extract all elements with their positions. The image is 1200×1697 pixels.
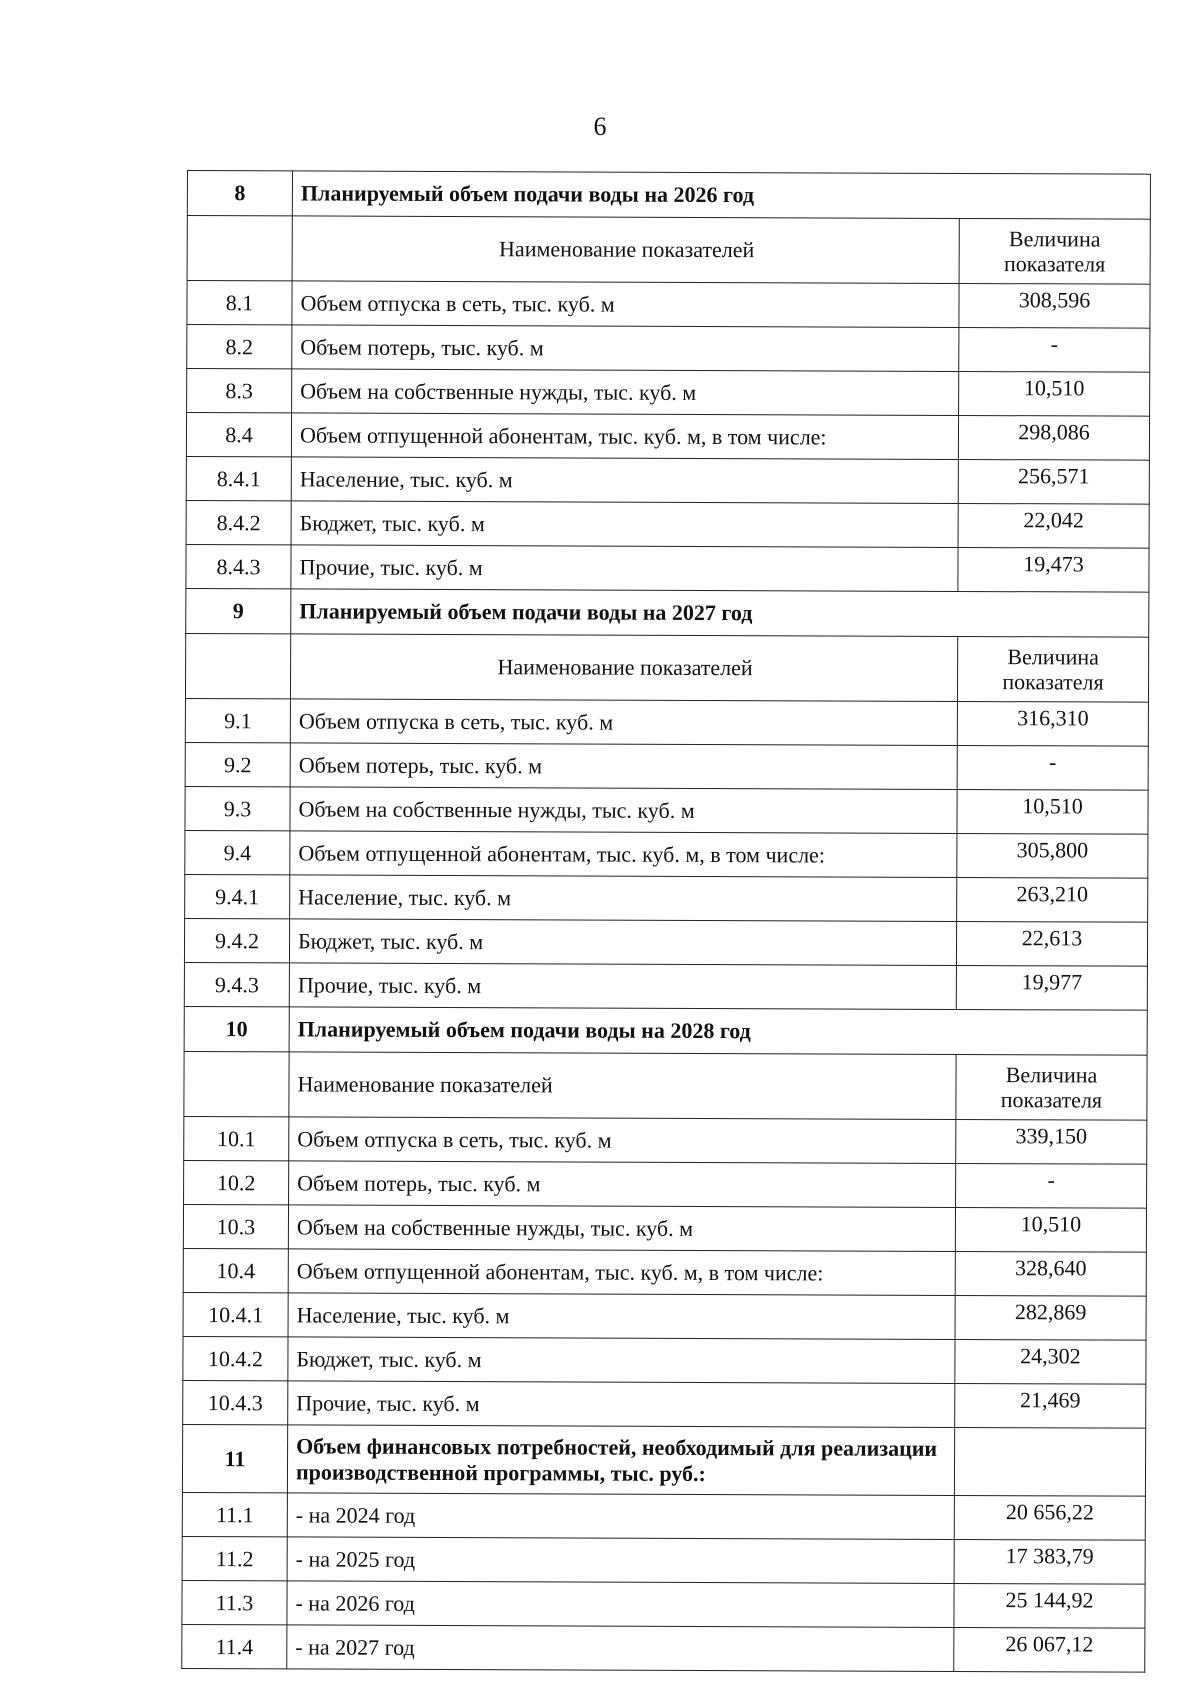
section-number: 9 (186, 588, 291, 633)
row-value: 308,596 (959, 283, 1150, 328)
row-name: - на 2026 год (287, 1581, 954, 1628)
table-row (186, 413, 1149, 461)
row-name: Объем отпуска в сеть, тыс. куб. м (292, 281, 959, 328)
row-value: - (957, 745, 1148, 790)
table-row (182, 1624, 1145, 1672)
row-value: 25 144,92 (954, 1583, 1145, 1628)
row-number: 9.4.2 (184, 918, 289, 962)
table-row (182, 1580, 1145, 1628)
row-value: 263,210 (957, 877, 1148, 922)
column-header-row (187, 216, 1150, 285)
row-number: 9.4.3 (184, 962, 289, 1006)
row-value: 10,510 (955, 1207, 1146, 1252)
row-name: Бюджет, тыс. куб. м (288, 1337, 955, 1384)
row-number: 8.4.1 (186, 456, 291, 500)
row-name: Объем на собственные нужды, тыс. куб. м (288, 1205, 955, 1252)
page-number: 6 (593, 112, 607, 141)
section-header-row (184, 1006, 1147, 1055)
row-number: 8.4.2 (186, 500, 291, 544)
table-row (182, 1536, 1145, 1584)
row-name: Объем отпущенной абонентам, тыс. куб. м, в том числе: (291, 413, 958, 460)
table-row (186, 456, 1149, 504)
row-number: 10.3 (183, 1204, 288, 1248)
row-number: 10.4.1 (183, 1292, 288, 1336)
row-name: Объем потерь, тыс. куб. м (292, 325, 959, 372)
section-title: Планируемый объем подачи воды на 2027 год (291, 589, 1149, 637)
table-row (184, 962, 1147, 1010)
row-value: 19,977 (956, 965, 1147, 1010)
table-row (183, 1292, 1146, 1340)
name-column-header: Наименование показателей (292, 216, 959, 284)
row-value: - (959, 327, 1150, 372)
row-value: 20 656,22 (954, 1495, 1145, 1540)
row-name: Объем отпуска в сеть, тыс. куб. м (290, 699, 957, 746)
row-value: 256,571 (958, 459, 1149, 504)
row-number: 9.2 (185, 742, 290, 786)
section-header-row (182, 1424, 1145, 1496)
row-name: Прочие, тыс. куб. м (288, 1381, 955, 1428)
section-number: 8 (187, 171, 292, 216)
row-value: - (956, 1163, 1147, 1208)
table-row (183, 1380, 1146, 1428)
row-number: 9.4 (185, 830, 290, 874)
section-title: Объем финансовых потребностей, необходимый для реализации производственной программы, тыс. руб.: (287, 1425, 954, 1496)
section-number: 11 (182, 1424, 287, 1492)
table-row (185, 742, 1148, 790)
row-value: 26 067,12 (954, 1627, 1145, 1672)
table-row (183, 1336, 1146, 1384)
row-value: 10,510 (959, 371, 1150, 416)
row-name: Население, тыс. куб. м (290, 875, 957, 922)
table-row (183, 1204, 1146, 1252)
row-name: - на 2025 год (287, 1537, 954, 1584)
table-row (185, 698, 1148, 746)
row-number: 11.3 (182, 1580, 287, 1624)
section-title: Планируемый объем подачи воды на 2026 год (292, 171, 1150, 219)
row-name: Население, тыс. куб. м (291, 457, 958, 504)
column-header-row (184, 1051, 1147, 1120)
table-row (186, 500, 1149, 548)
table-row (185, 874, 1148, 922)
row-name: - на 2024 год (287, 1493, 954, 1540)
row-name: Объем отпуска в сеть, тыс. куб. м (289, 1117, 956, 1164)
table-row (186, 544, 1149, 592)
indicators-table (181, 170, 1151, 1673)
row-value: 305,800 (957, 833, 1148, 878)
row-name: Объем на собственные нужды, тыс. куб. м (292, 369, 959, 416)
table-row (182, 1492, 1145, 1540)
row-number: 8.4 (186, 413, 291, 457)
row-number: 10.4.2 (183, 1336, 288, 1380)
section-header-row (187, 171, 1150, 220)
row-value: 282,869 (955, 1295, 1146, 1340)
row-number: 11.4 (182, 1624, 287, 1668)
section-title: Планируемый объем подачи воды на 2028 год (289, 1007, 1147, 1055)
row-name: Объем отпущенной абонентам, тыс. куб. м, в том числе: (290, 831, 957, 878)
row-number: 8.1 (187, 281, 292, 325)
value-column-header: Величина показателя (956, 1054, 1147, 1120)
row-name: Бюджет, тыс. куб. м (289, 919, 956, 966)
table-row (187, 281, 1150, 329)
column-header-row (185, 633, 1148, 702)
name-column-header: Наименование показателей (290, 634, 957, 702)
row-name: Население, тыс. куб. м (288, 1293, 955, 1340)
row-name: Бюджет, тыс. куб. м (291, 501, 958, 548)
value-column-header: Величина показателя (957, 636, 1148, 702)
row-name: Объем потерь, тыс. куб. м (290, 743, 957, 790)
row-value: 316,310 (957, 701, 1148, 746)
row-name: Прочие, тыс. куб. м (291, 545, 958, 592)
row-number: 9.4.1 (185, 874, 290, 918)
table-row (187, 369, 1150, 417)
row-name: Прочие, тыс. куб. м (289, 963, 956, 1010)
row-value: 298,086 (958, 415, 1149, 460)
row-number: 10.1 (184, 1116, 289, 1160)
section-number: 10 (184, 1006, 289, 1051)
table-row (184, 918, 1147, 966)
row-value: 328,640 (955, 1251, 1146, 1296)
row-number: 11.1 (182, 1492, 287, 1536)
row-number: 8.3 (187, 369, 292, 413)
row-number: 11.2 (182, 1536, 287, 1580)
row-value: 22,613 (956, 921, 1147, 966)
row-number: 8.4.3 (186, 544, 291, 588)
row-value: 22,042 (958, 503, 1149, 548)
row-name: - на 2027 год (287, 1625, 954, 1672)
row-value: 19,473 (958, 547, 1149, 592)
table-row (184, 1160, 1147, 1208)
row-number: 8.2 (187, 325, 292, 369)
row-number: 10.4.3 (183, 1380, 288, 1424)
table-row (185, 786, 1148, 834)
row-number: 10.2 (184, 1160, 289, 1204)
row-value: 10,510 (957, 789, 1148, 834)
row-number: 9.3 (185, 786, 290, 830)
row-number: 10.4 (183, 1248, 288, 1292)
section-header-row (186, 588, 1149, 637)
row-value: 21,469 (955, 1383, 1146, 1428)
name-column-header: Наименование показателей (289, 1052, 956, 1120)
row-value: 24,302 (955, 1339, 1146, 1384)
table-row (187, 325, 1150, 373)
row-name: Объем отпущенной абонентам, тыс. куб. м, в том числе: (288, 1249, 955, 1296)
row-name: Объем потерь, тыс. куб. м (289, 1161, 956, 1208)
row-value: 339,150 (956, 1119, 1147, 1164)
table-row (184, 1116, 1147, 1164)
row-number: 9.1 (185, 698, 290, 742)
row-value: 17 383,79 (954, 1539, 1145, 1584)
table-row (185, 830, 1148, 878)
value-column-header: Величина показателя (959, 218, 1150, 284)
table-row (183, 1248, 1146, 1296)
row-name: Объем на собственные нужды, тыс. куб. м (290, 787, 957, 834)
